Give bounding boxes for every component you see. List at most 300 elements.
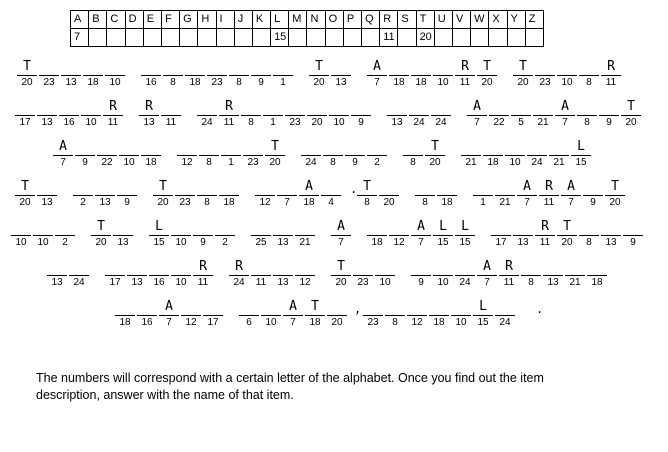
- letter-blank[interactable]: [356, 180, 378, 208]
- revealed-letter: [36, 180, 58, 194]
- blank-underline: [367, 235, 387, 236]
- revealed-letter: [428, 300, 450, 314]
- cipher-number: 23: [247, 157, 259, 168]
- blank-underline: [571, 155, 591, 156]
- revealed-letter: T: [363, 179, 371, 194]
- letter-blank[interactable]: [454, 260, 476, 288]
- letter-blank[interactable]: [556, 220, 578, 248]
- revealed-letter: R: [461, 59, 469, 74]
- letter-blank[interactable]: [298, 180, 320, 208]
- cipher-number: 11: [539, 237, 551, 248]
- revealed-letter: [306, 100, 328, 114]
- blank-underline: [261, 315, 281, 316]
- revealed-letter: [386, 100, 408, 114]
- letter-blank[interactable]: [520, 260, 542, 288]
- blank-underline: [171, 235, 191, 236]
- revealed-letter: [136, 300, 158, 314]
- letter-blank[interactable]: [118, 140, 140, 168]
- blank-underline: [587, 275, 607, 276]
- letter-blank[interactable]: [162, 60, 184, 88]
- revealed-letter: [450, 300, 472, 314]
- letter-blank[interactable]: [402, 140, 424, 168]
- blank-underline: [351, 115, 371, 116]
- cipher-number: 24: [413, 117, 425, 128]
- letter-blank[interactable]: [454, 220, 476, 248]
- letter-blank[interactable]: [516, 180, 538, 208]
- blank-underline: [601, 235, 621, 236]
- letter-blank[interactable]: [322, 140, 344, 168]
- letter-blank[interactable]: [36, 180, 58, 208]
- letter-blank[interactable]: [320, 180, 342, 208]
- letter-blank[interactable]: [424, 140, 446, 168]
- key-value-s[interactable]: [398, 29, 416, 47]
- letter-blank[interactable]: [116, 180, 138, 208]
- letter-blank[interactable]: [180, 300, 202, 328]
- letter-blank[interactable]: [578, 220, 600, 248]
- letter-blank[interactable]: [228, 260, 250, 288]
- letter-blank[interactable]: [504, 140, 526, 168]
- letter-blank[interactable]: [432, 60, 454, 88]
- letter-blank[interactable]: [250, 260, 272, 288]
- key-value-h[interactable]: [198, 29, 216, 47]
- blank-underline: [175, 195, 195, 196]
- key-value-f[interactable]: [161, 29, 179, 47]
- blank-underline: [61, 75, 81, 76]
- revealed-letter: T: [431, 139, 439, 154]
- letter-blank[interactable]: [90, 220, 112, 248]
- blank-underline: [15, 195, 35, 196]
- letter-blank[interactable]: [326, 300, 348, 328]
- blank-underline: [229, 75, 249, 76]
- blank-underline: [407, 315, 427, 316]
- letter-blank[interactable]: [148, 220, 170, 248]
- revealed-letter: [38, 60, 60, 74]
- revealed-letter: [160, 100, 182, 114]
- cipher-number: 10: [437, 77, 449, 88]
- revealed-letter: A: [483, 259, 491, 274]
- letter-blank[interactable]: [218, 180, 240, 208]
- letter-blank[interactable]: [476, 60, 498, 88]
- letter-blank[interactable]: [510, 100, 532, 128]
- key-value-x[interactable]: [489, 29, 507, 47]
- revealed-letter: T: [159, 179, 167, 194]
- letter-blank[interactable]: [184, 60, 206, 88]
- letter-blank[interactable]: [494, 300, 516, 328]
- letter-blank[interactable]: [526, 140, 548, 168]
- cipher-number: 20: [625, 117, 637, 128]
- punctuation-mark: ,: [354, 302, 362, 316]
- letter-blank[interactable]: [36, 100, 58, 128]
- cipher-number: 7: [418, 237, 424, 248]
- key-value-w[interactable]: [471, 29, 489, 47]
- key-value-l[interactable]: 15: [271, 29, 289, 47]
- letter-blank[interactable]: [344, 140, 366, 168]
- blank-underline: [221, 155, 241, 156]
- key-value-j[interactable]: [234, 29, 252, 47]
- letter-blank[interactable]: [362, 300, 384, 328]
- letter-blank[interactable]: [104, 60, 126, 88]
- blank-underline: [535, 75, 555, 76]
- revealed-letter: [276, 180, 298, 194]
- letter-blank[interactable]: [598, 100, 620, 128]
- revealed-letter: [388, 220, 410, 234]
- cipher-number: 12: [185, 317, 197, 328]
- letter-blank[interactable]: [542, 260, 564, 288]
- key-value-u[interactable]: [434, 29, 452, 47]
- letter-blank[interactable]: [466, 100, 488, 128]
- letter-blank[interactable]: [294, 260, 316, 288]
- letter-blank[interactable]: [366, 140, 388, 168]
- key-value-o[interactable]: [325, 29, 343, 47]
- cipher-number: 17: [207, 317, 219, 328]
- key-value-row: [71, 29, 544, 47]
- letter-blank[interactable]: [250, 60, 272, 88]
- revealed-letter: [284, 100, 306, 114]
- letter-blank[interactable]: [96, 140, 118, 168]
- key-letter-l: L: [271, 11, 289, 29]
- letter-blank[interactable]: [582, 180, 604, 208]
- letter-blank[interactable]: [300, 140, 322, 168]
- letter-blank[interactable]: [570, 140, 592, 168]
- letter-blank[interactable]: [366, 60, 388, 88]
- blank-underline: [283, 315, 303, 316]
- letter-blank[interactable]: [54, 220, 76, 248]
- blank-underline: [97, 155, 117, 156]
- blank-underline: [185, 75, 205, 76]
- revealed-letter: [520, 260, 542, 274]
- letter-blank[interactable]: [170, 260, 192, 288]
- revealed-letter: [510, 100, 532, 114]
- letter-blank[interactable]: [620, 100, 642, 128]
- letter-blank[interactable]: [560, 180, 582, 208]
- cipher-number: 24: [73, 277, 85, 288]
- letter-blank[interactable]: [308, 60, 330, 88]
- blank-underline: [375, 275, 395, 276]
- letter-blank[interactable]: [430, 100, 452, 128]
- letter-blank[interactable]: [220, 140, 242, 168]
- revealed-letter: T: [627, 99, 635, 114]
- key-letter-y: Y: [507, 11, 525, 29]
- blank-underline: [161, 115, 181, 116]
- blank-underline: [295, 275, 315, 276]
- letter-blank[interactable]: [14, 100, 36, 128]
- cipher-number: 18: [223, 197, 235, 208]
- letter-blank[interactable]: [202, 300, 224, 328]
- letter-blank[interactable]: [428, 300, 450, 328]
- letter-blank[interactable]: [576, 100, 598, 128]
- letter-blank[interactable]: [330, 220, 352, 248]
- letter-blank[interactable]: [472, 300, 494, 328]
- key-value-p[interactable]: [343, 29, 361, 47]
- letter-blank[interactable]: [410, 60, 432, 88]
- letter-blank[interactable]: [534, 220, 556, 248]
- blank-underline: [579, 75, 599, 76]
- cipher-number: 8: [422, 197, 428, 208]
- letter-blank[interactable]: [432, 220, 454, 248]
- letter-blank[interactable]: [238, 300, 260, 328]
- revealed-letter: T: [483, 59, 491, 74]
- letter-blank[interactable]: [460, 140, 482, 168]
- letter-blank[interactable]: [10, 220, 32, 248]
- cipher-number: 10: [85, 117, 97, 128]
- revealed-letter: [622, 220, 644, 234]
- letter-blank[interactable]: [82, 60, 104, 88]
- cipher-number: 8: [330, 157, 336, 168]
- cipher-number: 23: [289, 117, 301, 128]
- cipher-number: 11: [459, 77, 471, 88]
- revealed-letter: [218, 180, 240, 194]
- revealed-letter: [366, 140, 388, 154]
- letter-blank[interactable]: [68, 260, 90, 288]
- letter-blank[interactable]: [388, 220, 410, 248]
- letter-blank[interactable]: [192, 220, 214, 248]
- letter-blank[interactable]: [74, 140, 96, 168]
- letter-blank[interactable]: [304, 300, 326, 328]
- key-value-z[interactable]: [525, 29, 543, 47]
- letter-blank[interactable]: [330, 260, 352, 288]
- revealed-letter: [74, 140, 96, 154]
- revealed-letter: A: [165, 299, 173, 314]
- letter-blank[interactable]: [350, 100, 372, 128]
- letter-blank[interactable]: [140, 60, 162, 88]
- letter-blank[interactable]: [276, 180, 298, 208]
- letter-blank[interactable]: [476, 260, 498, 288]
- revealed-letter: [36, 100, 58, 114]
- cipher-number: 18: [303, 197, 315, 208]
- letter-blank[interactable]: [282, 300, 304, 328]
- letter-blank[interactable]: [152, 180, 174, 208]
- letter-blank[interactable]: [548, 140, 570, 168]
- letter-blank[interactable]: [488, 100, 510, 128]
- key-value-c[interactable]: [107, 29, 125, 47]
- puzzle-line: [0, 300, 668, 330]
- letter-blank[interactable]: [564, 260, 586, 288]
- cipher-number: 20: [609, 197, 621, 208]
- letter-blank[interactable]: [102, 100, 124, 128]
- letter-blank[interactable]: [600, 60, 622, 88]
- letter-blank[interactable]: [366, 220, 388, 248]
- letter-blank[interactable]: [198, 140, 220, 168]
- letter-blank[interactable]: [196, 180, 218, 208]
- key-value-b[interactable]: [89, 29, 107, 47]
- letter-blank[interactable]: [264, 140, 286, 168]
- letter-blank[interactable]: [306, 100, 328, 128]
- letter-blank[interactable]: [262, 100, 284, 128]
- key-value-t[interactable]: 20: [416, 29, 434, 47]
- letter-blank[interactable]: [138, 100, 160, 128]
- letter-blank[interactable]: [498, 260, 520, 288]
- key-letter-b: B: [89, 11, 107, 29]
- letter-blank[interactable]: [196, 100, 218, 128]
- key-value-g[interactable]: [180, 29, 198, 47]
- letter-blank[interactable]: [72, 180, 94, 208]
- letter-blank[interactable]: [556, 60, 578, 88]
- letter-blank[interactable]: [170, 220, 192, 248]
- letter-blank[interactable]: [586, 260, 608, 288]
- letter-blank[interactable]: [454, 60, 476, 88]
- key-letter-m: M: [289, 11, 307, 29]
- blank-underline: [533, 115, 553, 116]
- letter-blank[interactable]: [272, 60, 294, 88]
- cipher-number: 24: [233, 277, 245, 288]
- cipher-number: 20: [19, 197, 31, 208]
- letter-blank[interactable]: [482, 140, 504, 168]
- blank-underline: [241, 115, 261, 116]
- key-value-y[interactable]: [507, 29, 525, 47]
- letter-blank[interactable]: [174, 180, 196, 208]
- letter-blank[interactable]: [622, 220, 644, 248]
- letter-blank[interactable]: [160, 100, 182, 128]
- letter-blank[interactable]: [414, 180, 436, 208]
- letter-blank[interactable]: [494, 180, 516, 208]
- cipher-number: 8: [206, 157, 212, 168]
- cipher-number: 11: [605, 77, 617, 88]
- letter-blank[interactable]: [80, 100, 102, 128]
- letter-blank[interactable]: [534, 60, 556, 88]
- letter-blank[interactable]: [60, 60, 82, 88]
- blank-underline: [527, 155, 547, 156]
- revealed-letter: R: [109, 99, 117, 114]
- letter-blank[interactable]: [490, 220, 512, 248]
- letter-blank[interactable]: [32, 220, 54, 248]
- letter-blank[interactable]: [52, 140, 74, 168]
- cipher-number: 24: [435, 117, 447, 128]
- letter-blank[interactable]: [58, 100, 80, 128]
- blank-underline: [207, 75, 227, 76]
- key-value-e[interactable]: [143, 29, 161, 47]
- cipher-number: 10: [123, 157, 135, 168]
- letter-blank[interactable]: [388, 60, 410, 88]
- letter-blank[interactable]: [16, 60, 38, 88]
- letter-blank[interactable]: [148, 260, 170, 288]
- cipher-number: 10: [175, 237, 187, 248]
- revealed-letter: [526, 140, 548, 154]
- cipher-number: 11: [223, 117, 235, 128]
- letter-blank[interactable]: [94, 180, 116, 208]
- letter-blank[interactable]: [192, 260, 214, 288]
- key-value-a[interactable]: 7: [71, 29, 89, 47]
- letter-blank[interactable]: [410, 260, 432, 288]
- letter-blank[interactable]: [432, 260, 454, 288]
- letter-blank[interactable]: [450, 300, 472, 328]
- letter-blank[interactable]: [386, 100, 408, 128]
- letter-blank[interactable]: [284, 100, 306, 128]
- letter-blank[interactable]: [294, 220, 316, 248]
- letter-blank[interactable]: [46, 260, 68, 288]
- letter-blank[interactable]: [578, 60, 600, 88]
- letter-blank[interactable]: [240, 100, 262, 128]
- cipher-number: 9: [200, 237, 206, 248]
- letter-blank[interactable]: [554, 100, 576, 128]
- key-value-k[interactable]: [252, 29, 270, 47]
- cipher-number: 7: [568, 197, 574, 208]
- revealed-letter: [140, 140, 162, 154]
- cipher-number: 20: [429, 157, 441, 168]
- cipher-number: 8: [586, 237, 592, 248]
- letter-blank[interactable]: [140, 140, 162, 168]
- letter-blank[interactable]: [272, 260, 294, 288]
- letter-blank[interactable]: [330, 60, 352, 88]
- key-value-v[interactable]: [452, 29, 470, 47]
- cipher-number: 24: [459, 277, 471, 288]
- letter-blank[interactable]: [352, 260, 374, 288]
- blank-underline: [599, 115, 619, 116]
- revealed-letter: [250, 220, 272, 234]
- revealed-letter: R: [199, 259, 207, 274]
- blank-underline: [141, 75, 161, 76]
- letter-blank[interactable]: [206, 60, 228, 88]
- key-letter-q: Q: [362, 11, 380, 29]
- letter-blank[interactable]: [436, 180, 458, 208]
- key-value-i[interactable]: [216, 29, 234, 47]
- letter-blank[interactable]: [532, 100, 554, 128]
- letter-blank[interactable]: [472, 180, 494, 208]
- revealed-letter: [242, 140, 264, 154]
- letter-blank[interactable]: [158, 300, 180, 328]
- letter-blank[interactable]: [512, 220, 534, 248]
- letter-blank[interactable]: [14, 180, 36, 208]
- key-value-q[interactable]: [362, 29, 380, 47]
- letter-blank[interactable]: [408, 100, 430, 128]
- letter-blank[interactable]: [250, 220, 272, 248]
- revealed-letter: [32, 220, 54, 234]
- key-value-n[interactable]: [307, 29, 325, 47]
- letter-blank[interactable]: [272, 220, 294, 248]
- cipher-number: 7: [562, 117, 568, 128]
- key-value-r[interactable]: 11: [380, 29, 398, 47]
- letter-blank[interactable]: [114, 300, 136, 328]
- revealed-letter: R: [145, 99, 153, 114]
- letter-blank[interactable]: [600, 220, 622, 248]
- cipher-number: 20: [561, 237, 573, 248]
- cipher-number: 12: [393, 237, 405, 248]
- letter-blank[interactable]: [328, 100, 350, 128]
- letter-blank[interactable]: [242, 140, 264, 168]
- letter-blank[interactable]: [260, 300, 282, 328]
- revealed-letter: T: [337, 259, 345, 274]
- letter-blank[interactable]: [410, 220, 432, 248]
- letter-blank[interactable]: [228, 60, 250, 88]
- letter-blank[interactable]: [538, 180, 560, 208]
- letter-blank[interactable]: [254, 180, 276, 208]
- letter-blank[interactable]: [218, 100, 240, 128]
- letter-blank[interactable]: [176, 140, 198, 168]
- blank-underline: [601, 75, 621, 76]
- key-value-d[interactable]: [125, 29, 143, 47]
- letter-blank[interactable]: [126, 260, 148, 288]
- blank-underline: [353, 275, 373, 276]
- letter-blank[interactable]: [214, 220, 236, 248]
- blank-underline: [495, 195, 515, 196]
- letter-blank[interactable]: [38, 60, 60, 88]
- letter-blank[interactable]: [378, 180, 400, 208]
- revealed-letter: L: [577, 139, 585, 154]
- revealed-letter: [192, 220, 214, 234]
- blank-underline: [623, 235, 643, 236]
- letter-blank[interactable]: [406, 300, 428, 328]
- letter-blank[interactable]: [374, 260, 396, 288]
- letter-blank[interactable]: [604, 180, 626, 208]
- letter-blank[interactable]: [512, 60, 534, 88]
- letter-blank[interactable]: [384, 300, 406, 328]
- letter-blank[interactable]: [112, 220, 134, 248]
- cipher-number: 13: [51, 277, 63, 288]
- letter-blank[interactable]: [136, 300, 158, 328]
- letter-blank[interactable]: [104, 260, 126, 288]
- key-value-m[interactable]: [289, 29, 307, 47]
- blank-underline: [273, 235, 293, 236]
- revealed-letter: L: [479, 299, 487, 314]
